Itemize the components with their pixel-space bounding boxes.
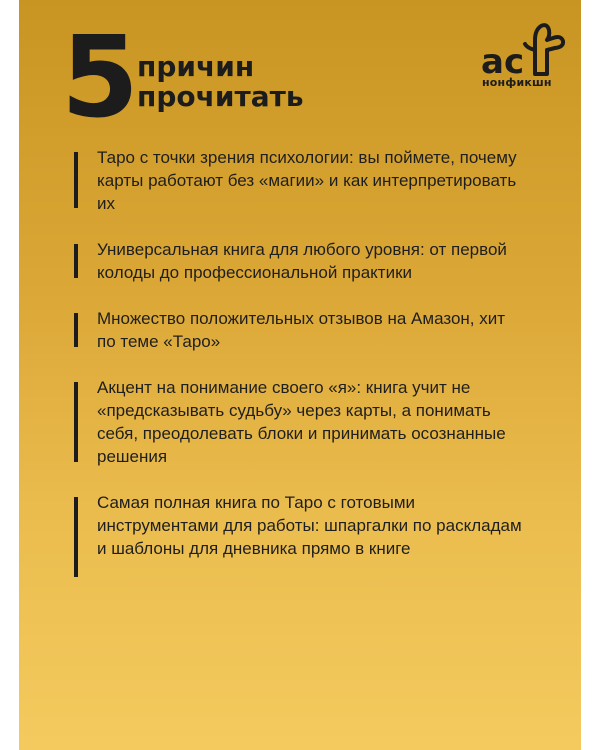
reason-text: Таро с точки зрения психологии: вы поймете, почему карты работают без «магии» и как интерпретировать их bbox=[97, 148, 517, 213]
reason-text: Акцент на понимание своего «я»: книга учит не «предсказывать судьбу» через карты, а понимать себя, преодолевать блоки и принимать осознанные решения bbox=[97, 378, 506, 466]
title-line-1: причин bbox=[137, 50, 255, 83]
logo-caption: нонфикшн bbox=[482, 76, 552, 89]
reason-text: Множество положительных отзывов на Амазон, хит по теме «Таро» bbox=[97, 309, 506, 351]
reason-count: 5 bbox=[61, 13, 137, 143]
title-line-2: прочитать bbox=[137, 80, 304, 113]
accent-bar bbox=[74, 382, 78, 462]
logo-letters: ас bbox=[481, 42, 525, 82]
accent-bar bbox=[74, 313, 78, 347]
list-item bbox=[74, 307, 524, 353]
list-item bbox=[74, 491, 524, 560]
promo-card bbox=[19, 0, 581, 750]
reason-text: Универсальная книга для любого уровня: от первой колоды до профессиональной практики bbox=[97, 240, 507, 282]
list-item bbox=[74, 238, 524, 284]
list-item bbox=[74, 376, 524, 468]
list-item bbox=[74, 146, 524, 215]
accent-bar bbox=[74, 244, 78, 278]
reason-text: Самая полная книга по Таро с готовыми инструментами для работы: шпаргалки по раскладам и шаблоны для дневника прямо в книге bbox=[97, 493, 522, 558]
reasons-list bbox=[74, 146, 524, 560]
accent-bar bbox=[74, 497, 78, 577]
accent-bar bbox=[74, 152, 78, 208]
page-title bbox=[137, 52, 304, 112]
